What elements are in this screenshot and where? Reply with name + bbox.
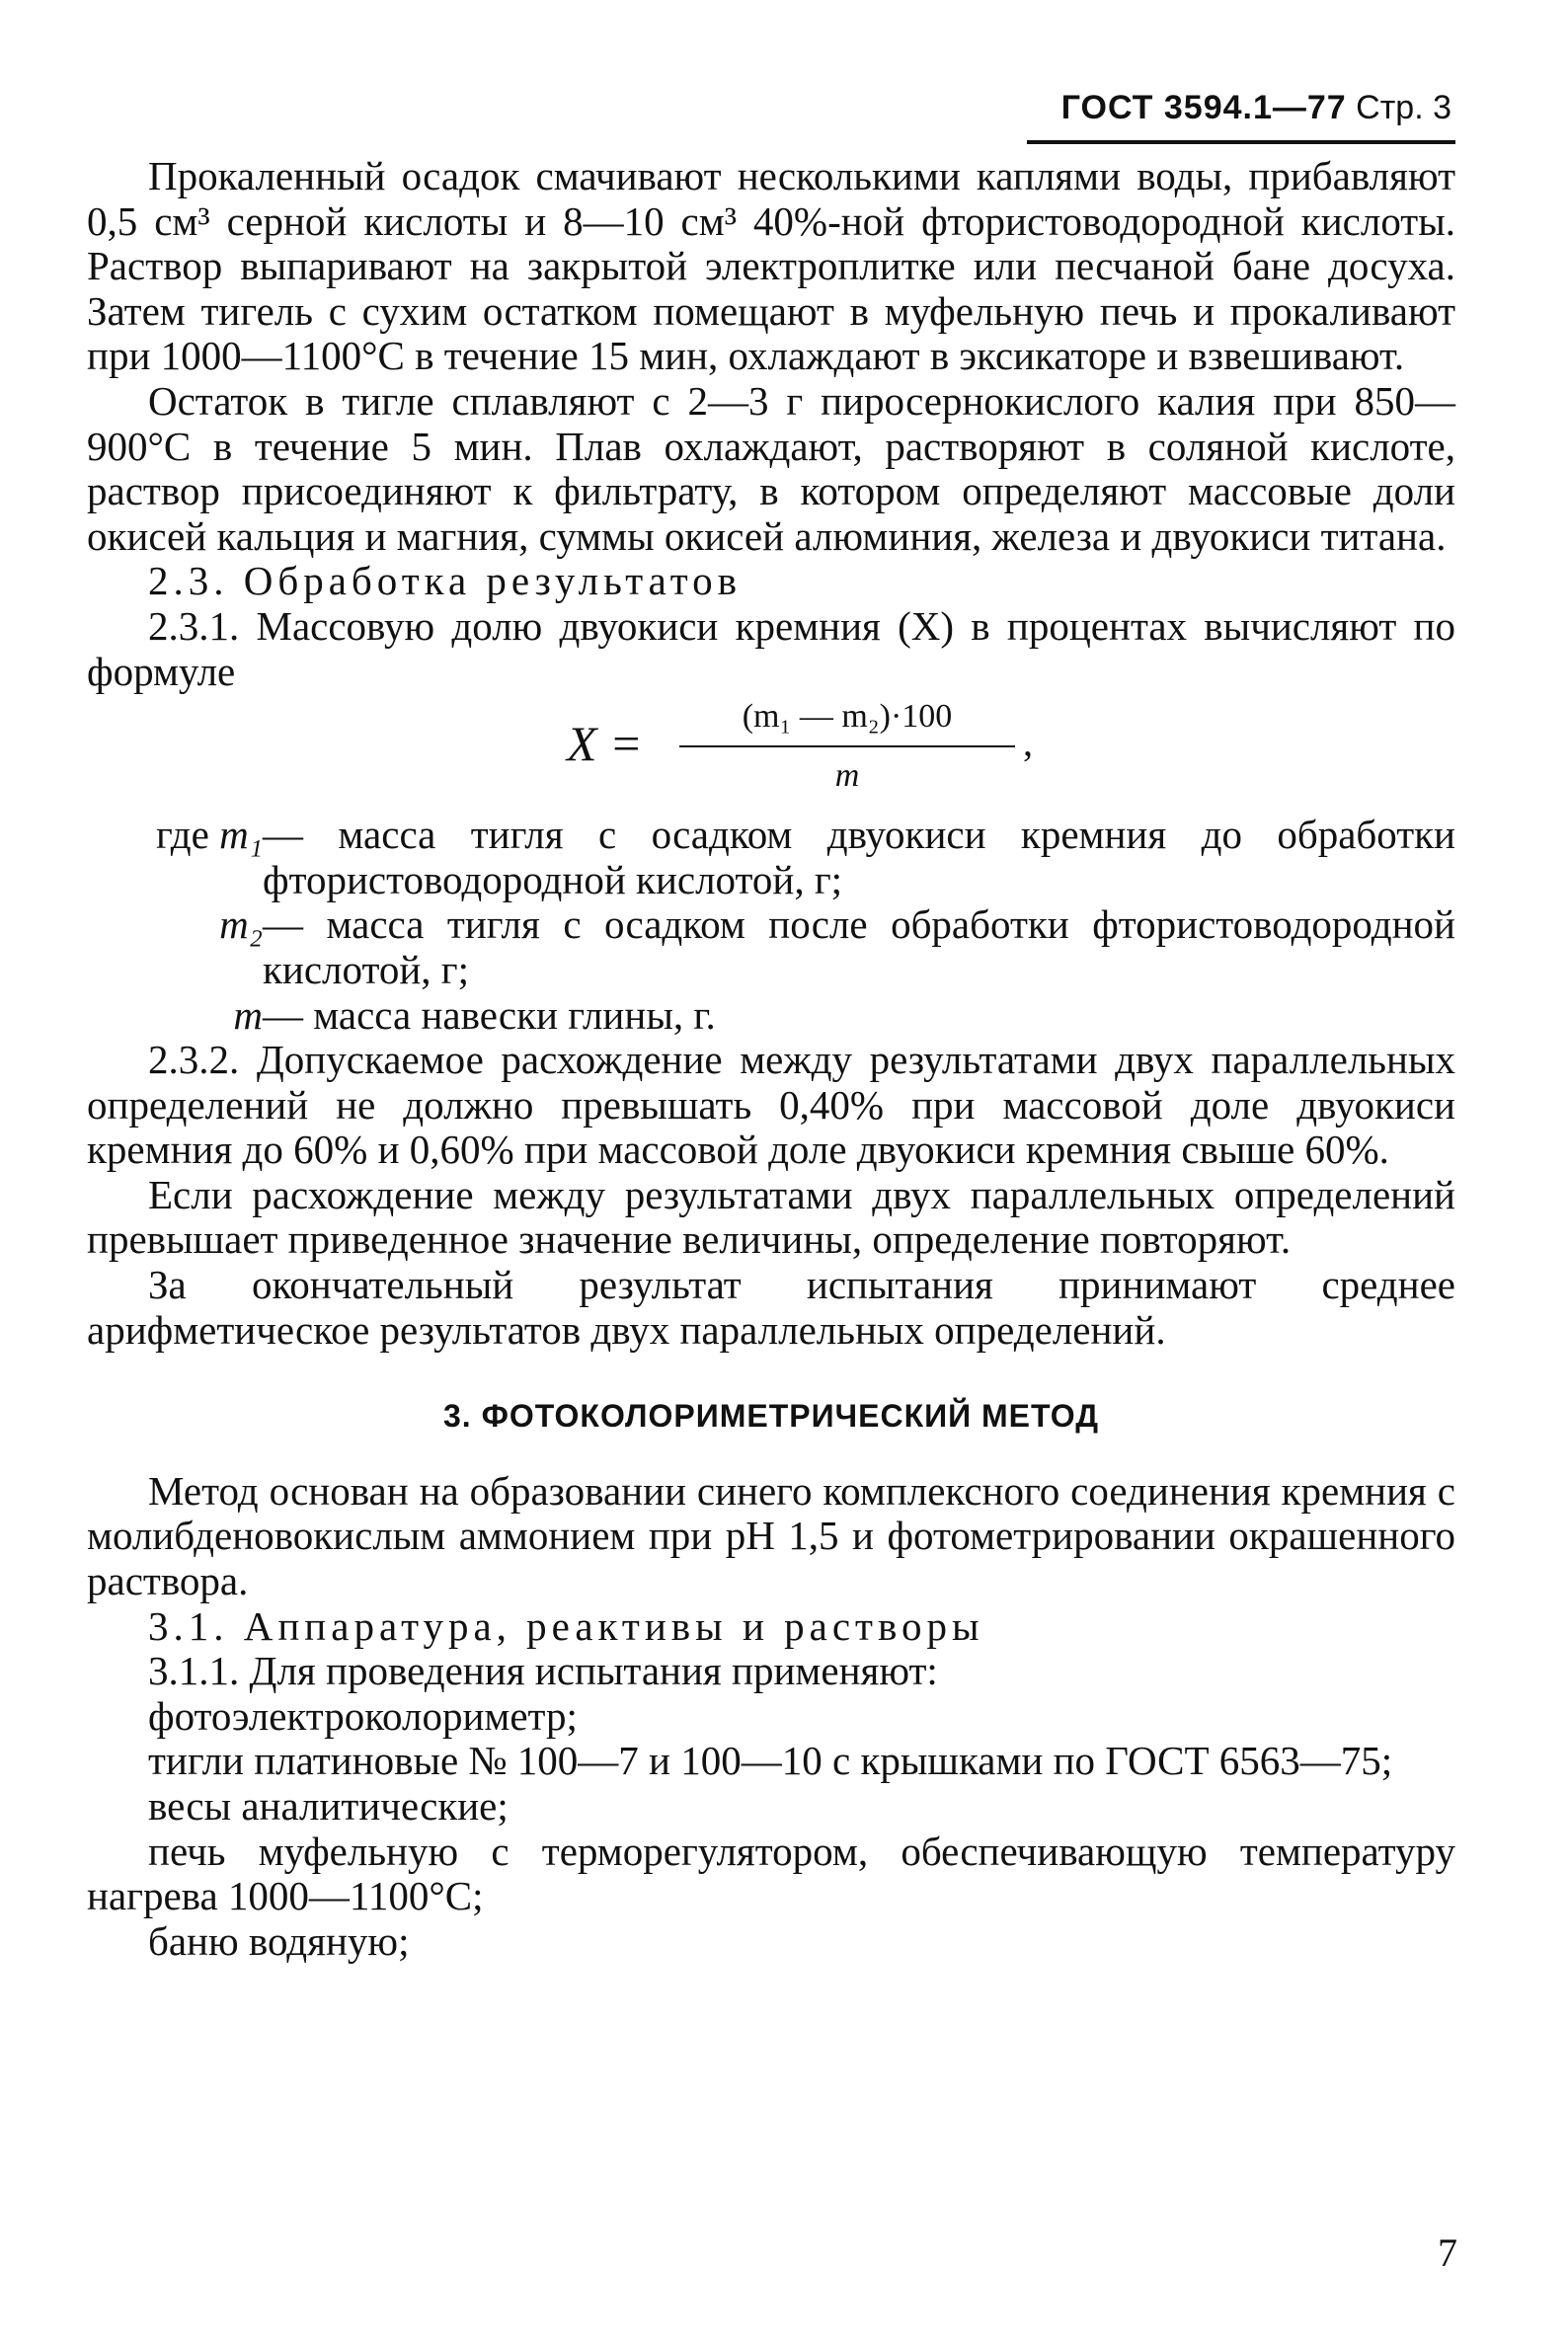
paragraph-3-1-1: 3.1.1. Для проведения испытания применяют: (148, 1648, 938, 1694)
definition-label (87, 993, 263, 1039)
definition-text: — масса тигля с осадком после обработки фтористоводородной кислотой, г; (263, 901, 1455, 992)
header-rule (1027, 140, 1455, 144)
definition-m (87, 993, 1455, 1039)
paragraph-ignition: Прокаленный осадок смачивают несколькими каплями воды, прибавляют 0,5 см³ серной кислоты и 8—10 см³ 40%-ной фтористоводородной кислоты. Раствор выпаривают на закрытой электроплитке или песчаной бане досуха. Затем тигель с сухим остатком помещают в муфельную печь и прокаливают при 1000—1100°С в течение 15 мин, охлаждают в эксикаторе и взвешивают. (87, 153, 1455, 379)
heading-3-1: 3.1. Аппаратура, реактивы и растворы (148, 1602, 984, 1649)
paragraph-method: Метод основан на образовании синего комплексного соединения кремния с молибденовокислым аммонием при рН 1,5 и фотометрировании окрашенного раствора. (87, 1467, 1455, 1604)
page-header (1027, 89, 1451, 127)
definition-m2 (87, 902, 1455, 992)
fraction-bar (679, 745, 1015, 747)
definition-label (87, 813, 263, 902)
formula-numerator: (m₁ — m₂)·100 (742, 698, 953, 736)
formula-lhs: X = (567, 716, 643, 772)
paragraph-2-3-1: 2.3.1. Массовую долю двуокиси кремния (X) в процентах вычисляют по формуле (87, 602, 1455, 694)
definition-symbol: m (233, 991, 263, 1038)
section-3-title: 3. ФОТОКОЛОРИМЕТРИЧЕСКИЙ МЕТОД (443, 1398, 1099, 1435)
paragraph-final-result: За окончательный результат испытания принимают среднее арифметическое результатов двух параллельных определений. (87, 1262, 1455, 1353)
formula-denominator: m (834, 757, 860, 795)
paragraph-discrepancy: Если расхождение между результатами двух параллельных определений превышает приведенное значение величины, определение повторяют. (87, 1171, 1455, 1263)
paragraph-fusion: Остаток в тигле сплавляют с 2—3 г пиросернокислого калия при 850—900°С в течение 5 мин. Плав охлаждают, растворяют в соляной кислоте, раствор присоединяют к фильтрату, в котором определяют массовые доли окисей кальция и магния, суммы окисей алюминия, железа и двуокиси титана. (87, 377, 1455, 559)
formula-comma: , (1023, 720, 1033, 765)
definition-symbol: m₂ (219, 901, 263, 948)
list-item: фотоэлектроколориметр; (148, 1692, 578, 1739)
paragraph-2-3-2: 2.3.2. Допускаемое расхождение между результатами двух параллельных определений не должно превышать 0,40% при массовой доле двуокиси кремния до 60% и 0,60% при массовой доле двуокиси кремния свыше 60%. (87, 1037, 1455, 1173)
definition-text: — масса навески глины, г. (263, 991, 716, 1038)
heading-2-3: 2.3. Обработка результатов (148, 558, 743, 604)
list-item: весы аналитические; (148, 1783, 509, 1829)
list-item: тигли платиновые № 100—7 и 100—10 с крышками по ГОСТ 6563—75; (148, 1738, 1393, 1784)
definition-symbol: m₁ (219, 812, 263, 858)
definition-label (87, 902, 263, 992)
page-number: 7 (1438, 2230, 1457, 2275)
standard-code: ГОСТ 3594.1—77 (1060, 89, 1347, 126)
definition-m1 (87, 813, 1455, 902)
definition-text: — масса тигля с осадком двуокиси кремния до обработки фтористоводородной кислотой, г; (263, 812, 1455, 902)
list-item: баню водяную; (148, 1917, 410, 1964)
body-text (87, 154, 1455, 1964)
list-item: печь муфельную с терморегулятором, обеспечивающую температуру нагрева 1000—1100°С; (87, 1828, 1455, 1919)
definition-prefix: где (156, 812, 220, 858)
formula (87, 694, 1455, 813)
page-label: Стр. 3 (1356, 89, 1451, 126)
